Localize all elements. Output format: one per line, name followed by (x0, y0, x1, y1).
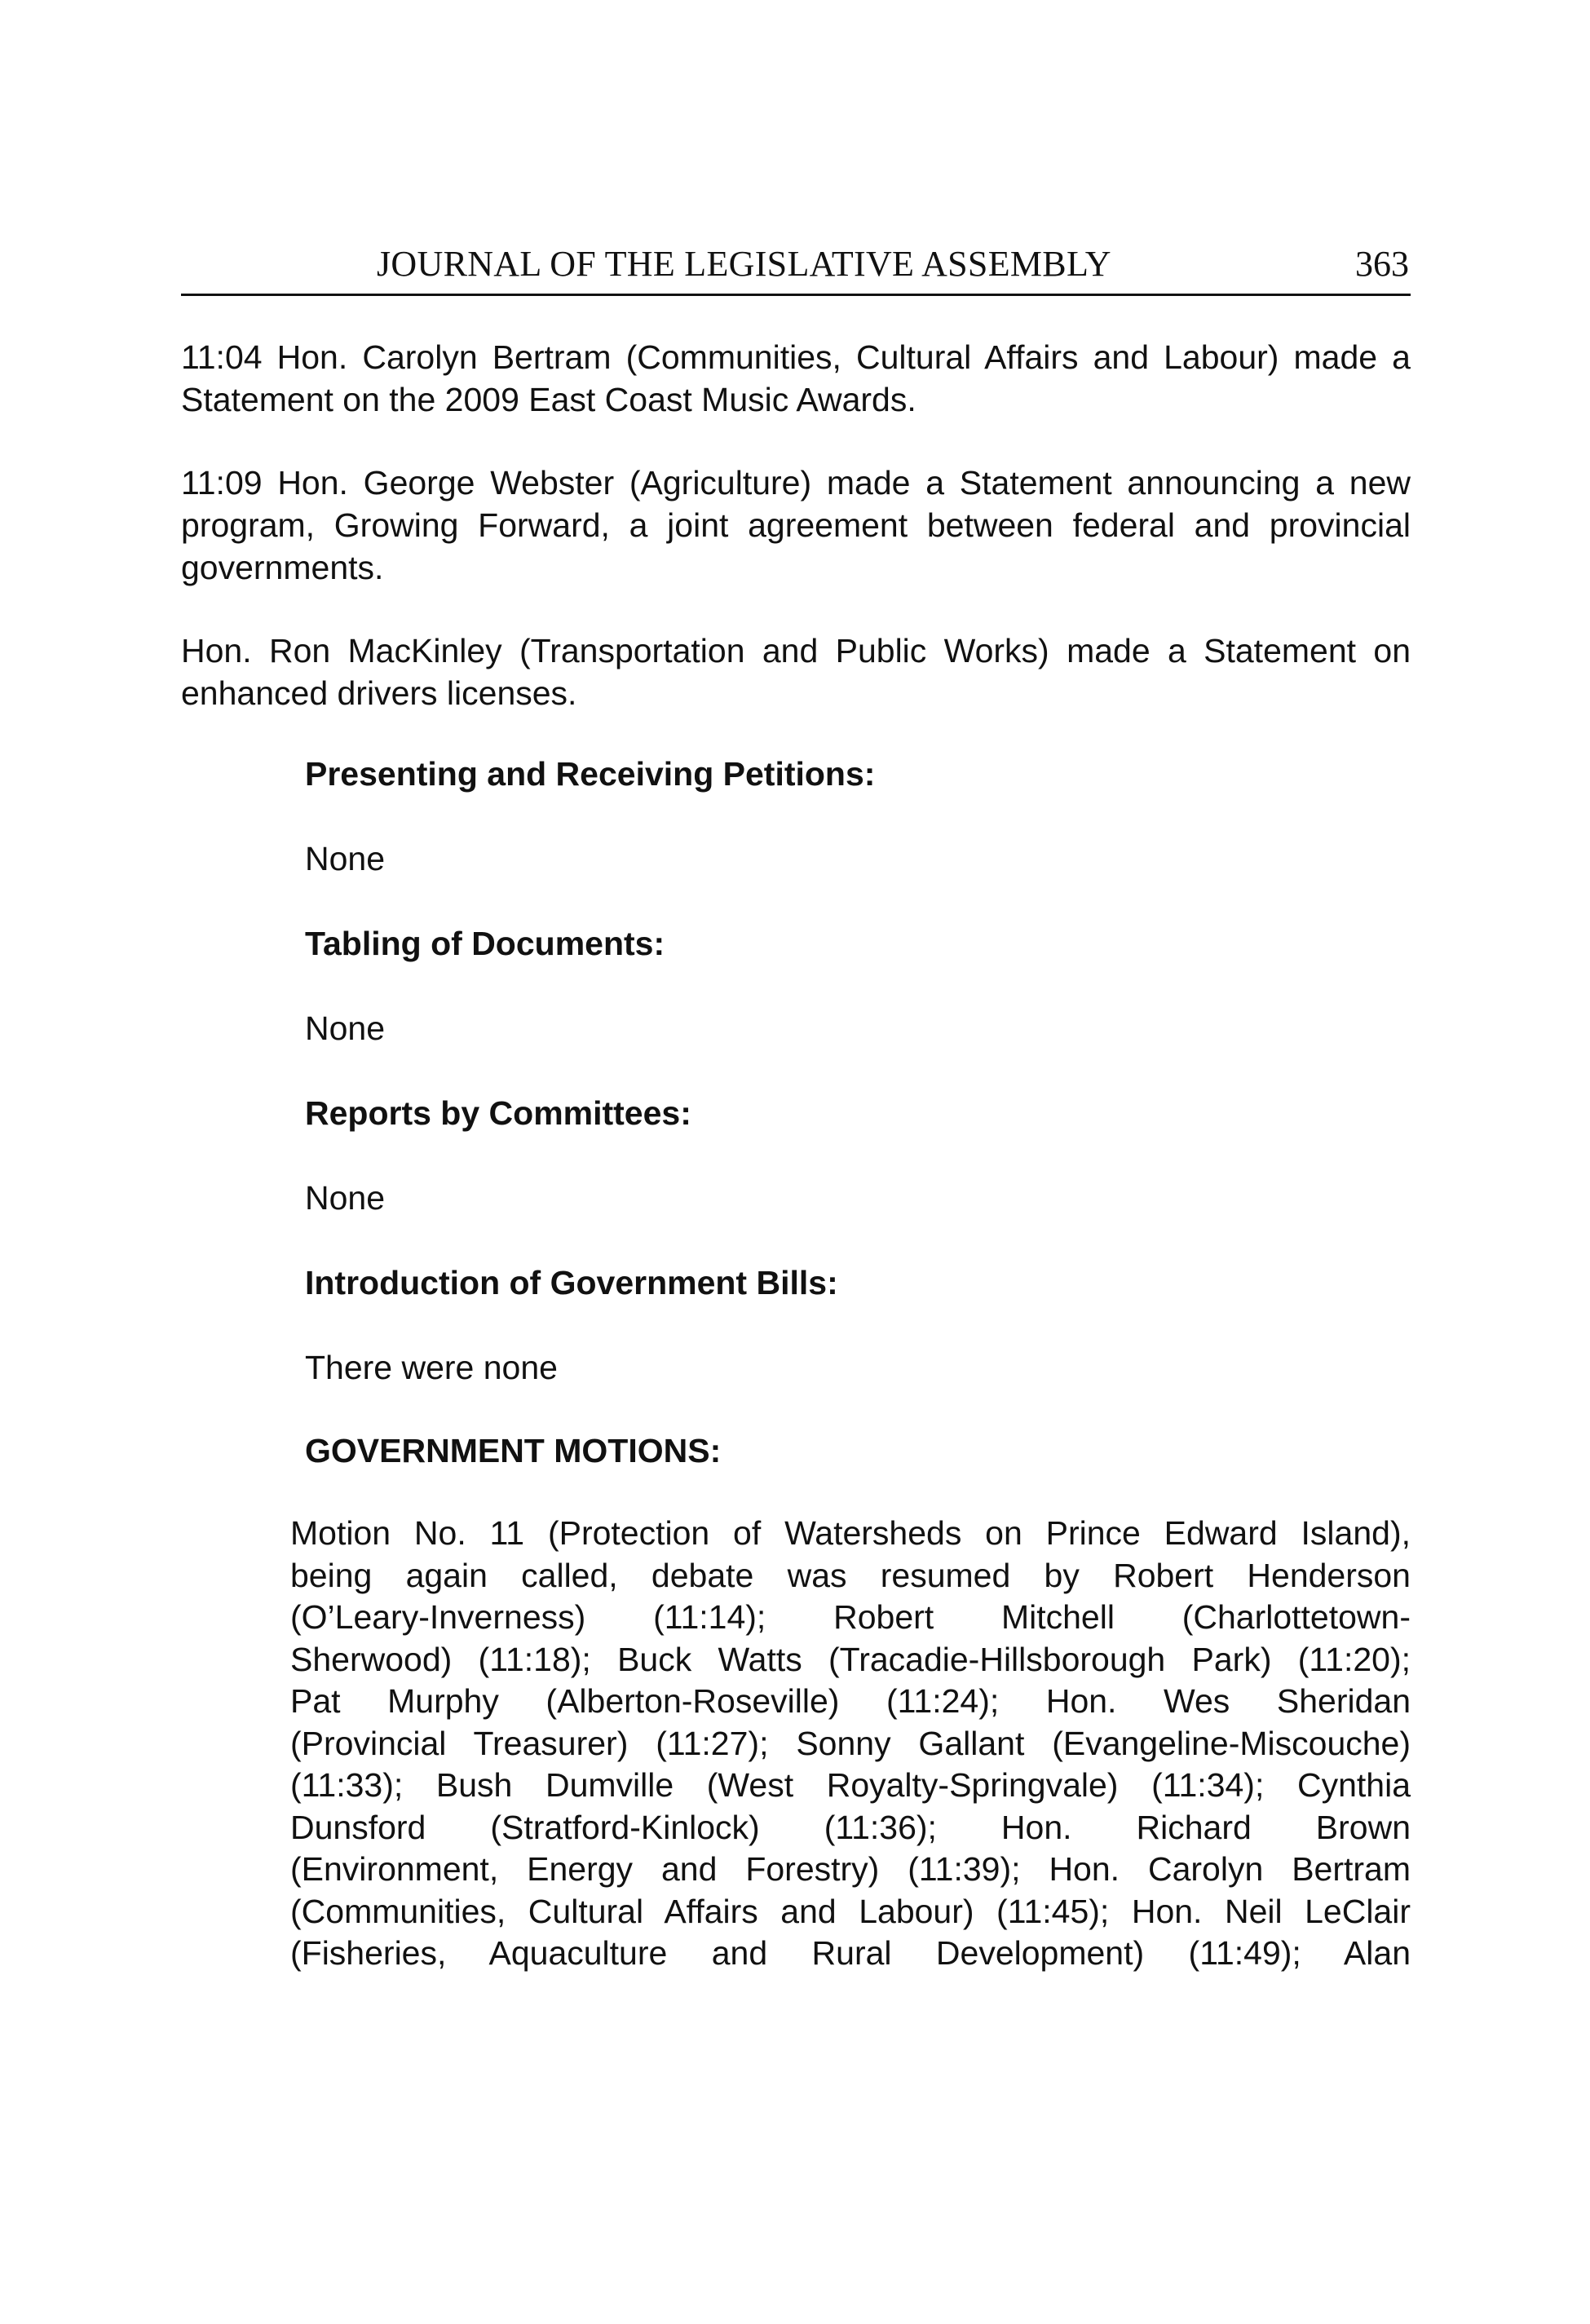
running-title: JOURNAL OF THE LEGISLATIVE ASSEMBLY (377, 244, 1111, 284)
section-value-committees: None (305, 1179, 386, 1217)
motion-line: (Communities, Cultural Affairs and Labour) (11:45); Hon. Neil LeClair (290, 1892, 1411, 1930)
motion-line: (11:33); Bush Dumville (West Royalty-Springvale) (11:34); Cynthia (290, 1766, 1411, 1804)
section-heading-tabling: Tabling of Documents: (305, 925, 665, 962)
motion-line: (Environment, Energy and Forestry) (11:39); Hon. Carolyn Bertram (290, 1850, 1411, 1888)
motion-line: (O’Leary-Inverness) (11:14); Robert Mitchell (Charlottetown- (290, 1598, 1411, 1636)
government-motion-paragraph (290, 1513, 1411, 1975)
statement-paragraph: 11:09 Hon. George Webster (Agriculture) made a Statement announcing a new program, Growing Forward, a joint agreement between federal and provincial governments. (181, 464, 1411, 586)
section-value-tabling: None (305, 1010, 386, 1047)
motion-line: Sherwood) (11:18); Buck Watts (Tracadie-Hillsborough Park) (11:20); (290, 1640, 1411, 1678)
motion-line: Pat Murphy (Alberton-Roseville) (11:24); Hon. Wes Sheridan (290, 1682, 1411, 1720)
page-header (181, 243, 1411, 296)
statement-paragraph: Hon. Ron MacKinley (Transportation and Public Works) made a Statement on enhanced drivers licenses. (181, 632, 1411, 712)
statement-paragraph: 11:04 Hon. Carolyn Bertram (Communities, Cultural Affairs and Labour) made a Statement on the 2009 East Coast Music Awards. (181, 338, 1411, 418)
section-value-government-bills: There were none (305, 1349, 558, 1386)
motion-line: (Provincial Treasurer) (11:27); Sonny Gallant (Evangeline-Miscouche) (290, 1724, 1411, 1762)
motion-line: being again called, debate was resumed by Robert Henderson (290, 1556, 1411, 1594)
section-heading-committees: Reports by Committees: (305, 1094, 691, 1132)
motion-line: Dunsford (Stratford-Kinlock) (11:36); Hon. Richard Brown (290, 1808, 1411, 1846)
motion-line: Motion No. 11 (Protection of Watersheds on Prince Edward Island), (290, 1514, 1411, 1552)
section-heading-petitions: Presenting and Receiving Petitions: (305, 755, 876, 793)
motion-line: (Fisheries, Aquaculture and Rural Development) (11:49); Alan (290, 1934, 1411, 1972)
section-heading-government-bills: Introduction of Government Bills: (305, 1264, 838, 1301)
section-value-petitions: None (305, 840, 386, 877)
section-heading-government-motions: GOVERNMENT MOTIONS: (305, 1432, 722, 1469)
page-number: 363 (1355, 244, 1409, 284)
